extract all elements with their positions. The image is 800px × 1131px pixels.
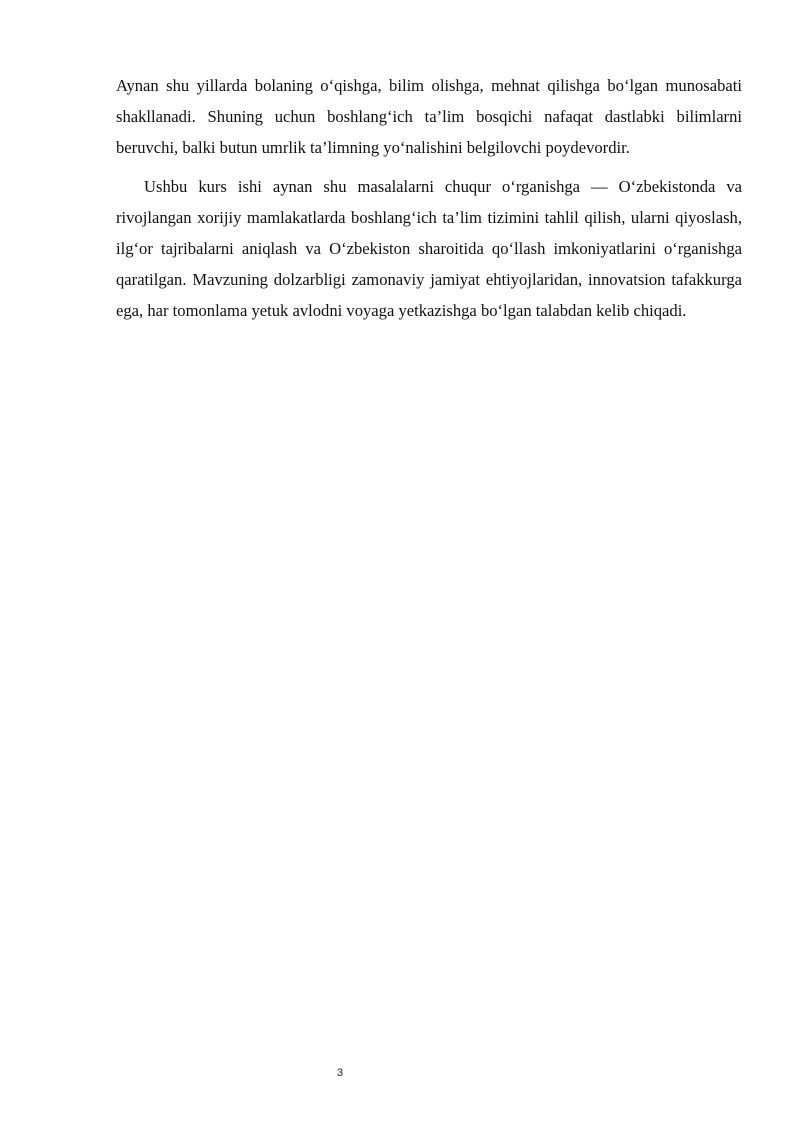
page-number: 3 xyxy=(336,1067,344,1079)
paragraph-2: Ushbu kurs ishi aynan shu masalalarni chuqur o‘rganishga — O‘zbekistonda va rivojlangan xorijiy mamlakatlarda boshlang‘ich ta’lim tizimini tahlil qilish, ularni qiyoslash, ilg‘or tajribalarni aniqlash va O‘zbekiston sharoitida qo‘llash imkoniyatlarini o‘rganishga qaratilgan. Mavzuning dolzarbligi zamonaviy jamiyat ehtiyojlaridan, innovatsion tafakkurga ega, har tomonlama yetuk avlodni voyaga yetkazishga bo‘lgan talabdan kelib chiqadi. xyxy=(116,177,742,320)
paragraph-1: Aynan shu yillarda bolaning o‘qishga, bilim olishga, mehnat qilishga bo‘lgan munosabati shakllanadi. Shuning uchun boshlang‘ich ta’lim bosqichi nafaqat dastlabki bilimlarni beruvchi, balki butun umrlik ta’limning yo‘nalishini belgilovchi poydevordir. xyxy=(116,76,742,157)
document-body xyxy=(116,71,742,335)
